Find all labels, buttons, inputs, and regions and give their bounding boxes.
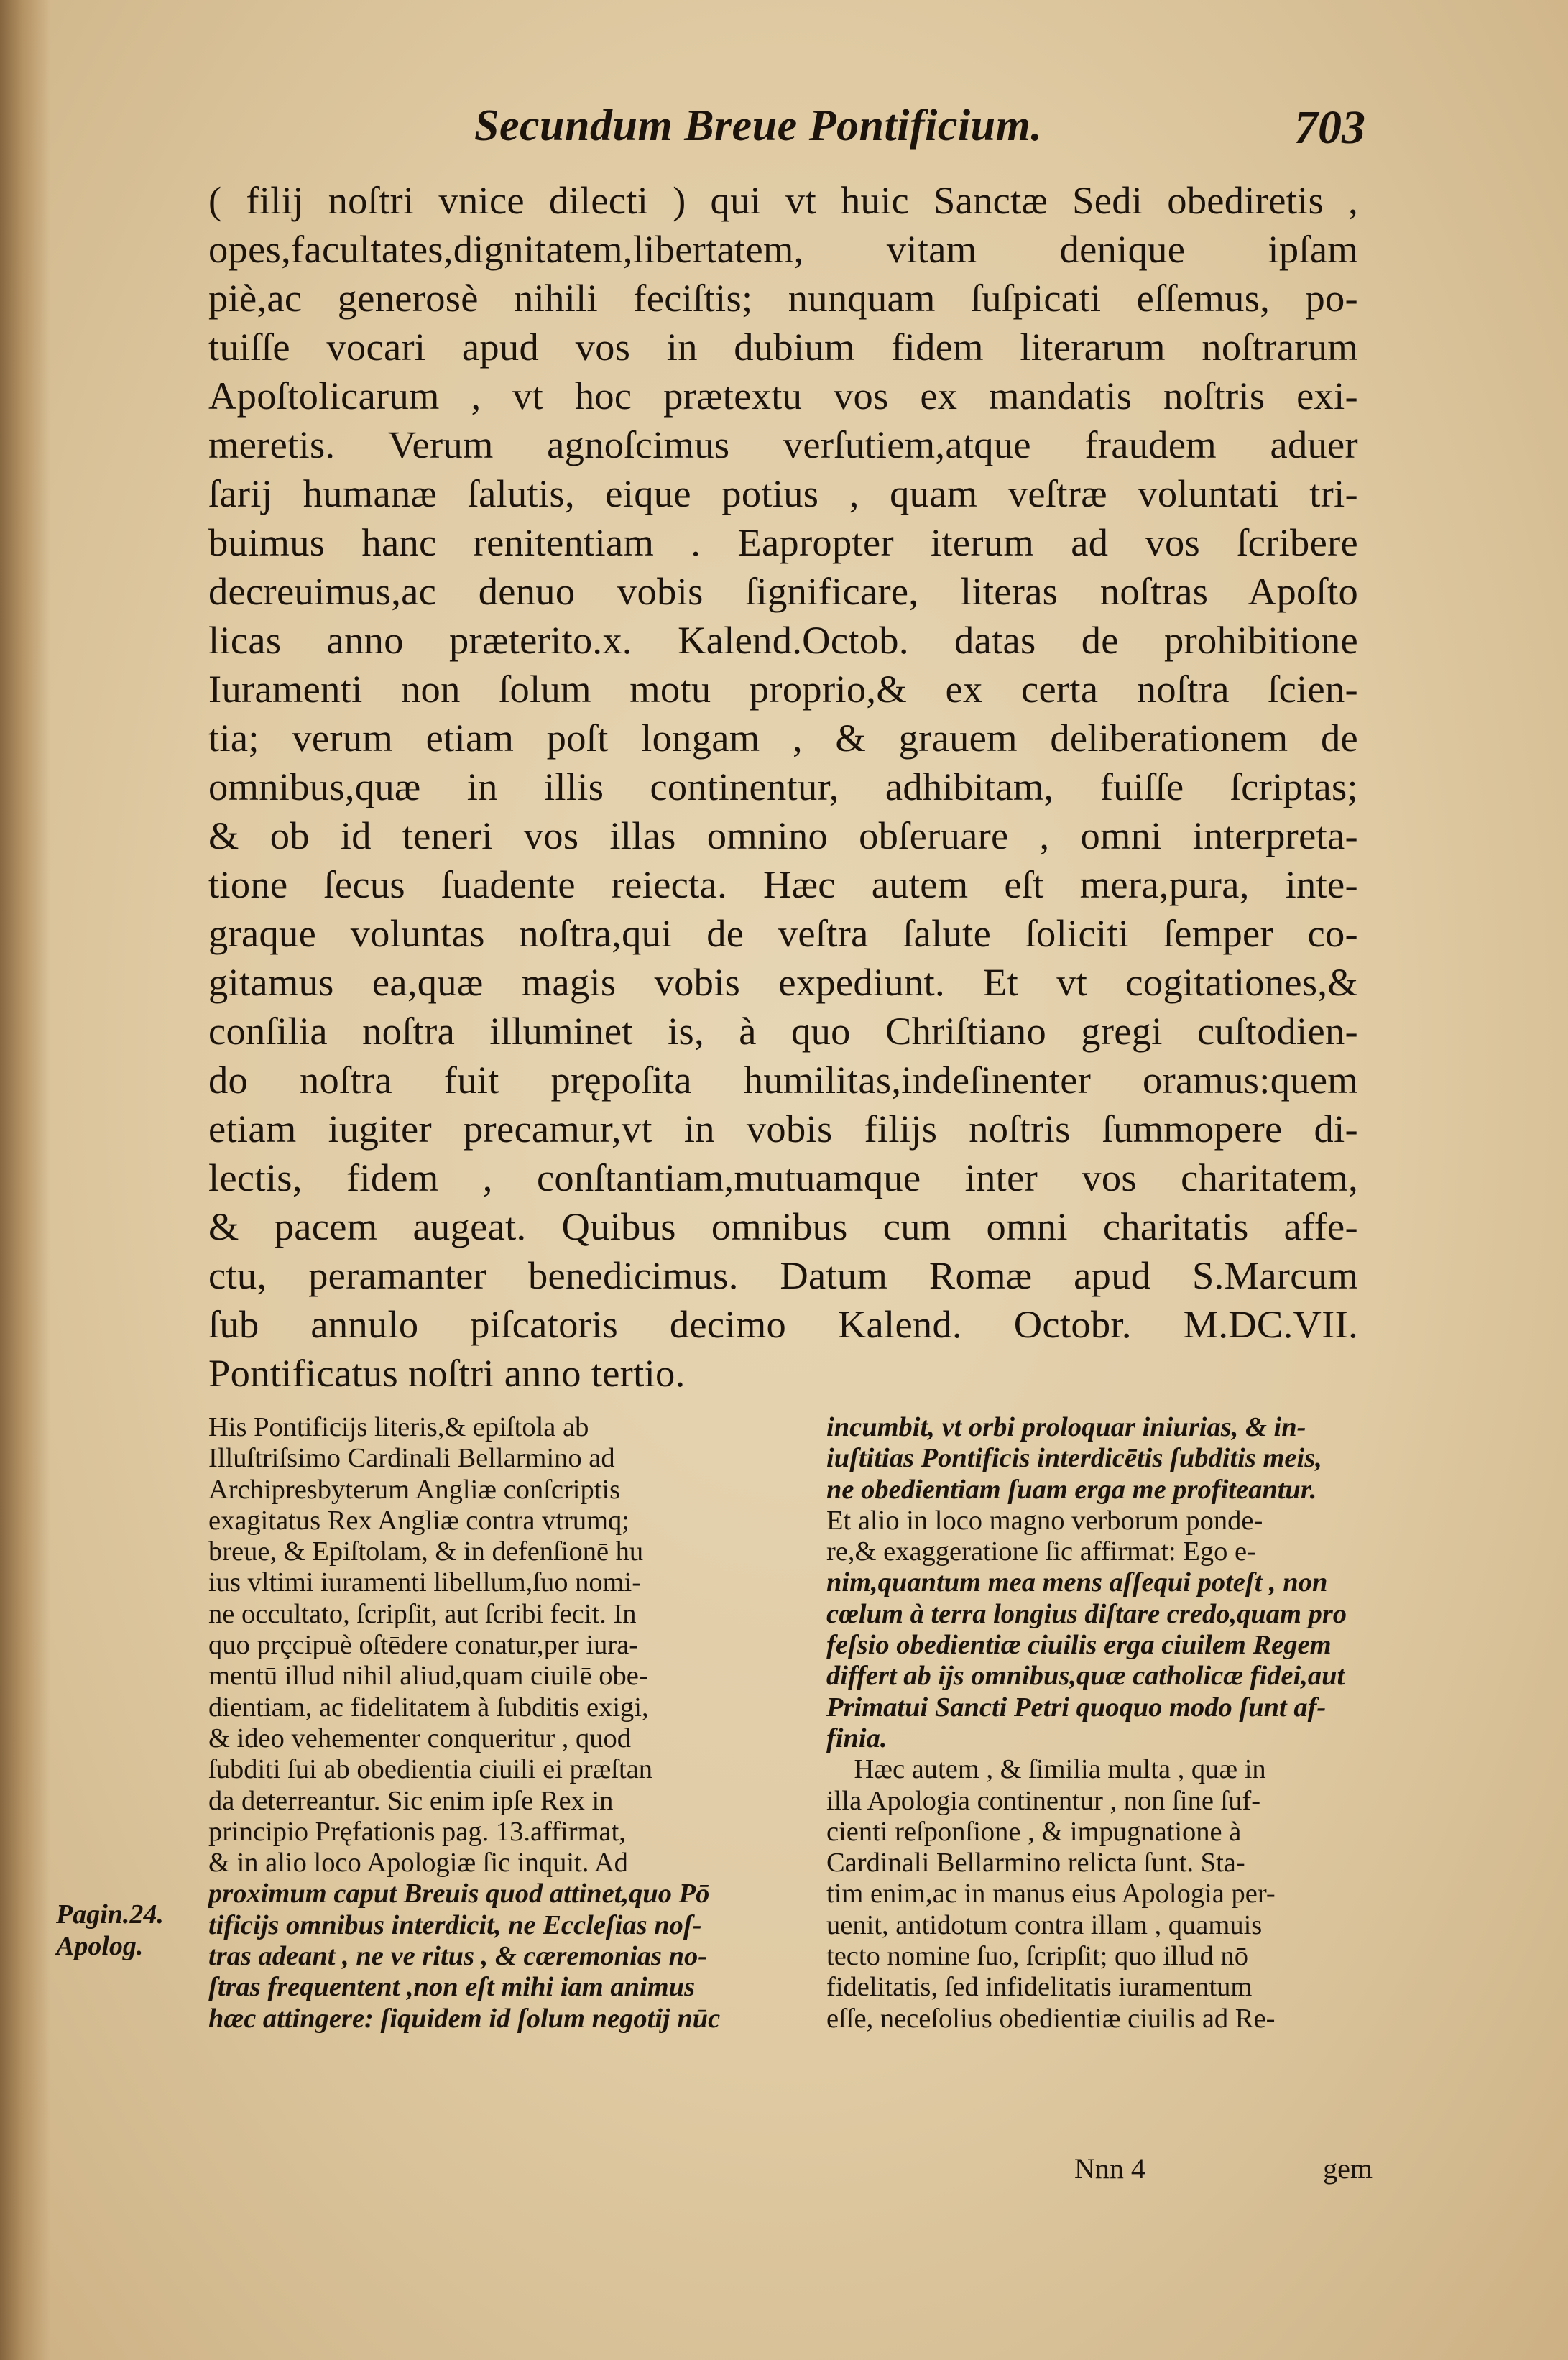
text-line: tia; verum etiam poſt longam , & grauem deliberationem de (208, 716, 1358, 760)
text-line: feſsio obedientiæ ciuilis erga ciuilem Regem (826, 1630, 1332, 1661)
text-line: re,& exaggeratione ſic affirmat: Ego e- (826, 1536, 1256, 1567)
text-line: tificijs omnibus interdicit, ne Eccleſias noſ- (208, 1909, 702, 1940)
text-line: omnibus,quæ in illis continentur, adhibitam, fuiſſe ſcriptas; (208, 765, 1358, 808)
text-line: tim enim,ac in manus eius Apologia per- (826, 1879, 1276, 1909)
text-line: da deterreantur. Sic enim ipſe Rex in (208, 1785, 614, 1816)
text-line: tuiſſe vocari apud vos in dubium fidem literarum noſtrarum (208, 325, 1358, 369)
text-line: Apoſtolicarum , vt hoc prætextu vos ex mandatis noſtris exi- (208, 374, 1358, 418)
text-line: piè,ac generosè nihili feciſtis; nunquam ſuſpicati eſſemus, po- (208, 276, 1358, 320)
text-line: ſubditi ſui ab obedientia ciuili ei præſtan (208, 1754, 653, 1785)
text-line: tras adeant , ne ve ritus , & cæremonias no- (208, 1941, 708, 1972)
text-line: eſſe, neceſolius obedientiæ ciuilis ad Re- (826, 2003, 1276, 2034)
text-line: principio Pręfationis pag. 13.affirmat, (208, 1816, 626, 1847)
text-line: cienti reſponſione , & impugnatione à (826, 1816, 1242, 1847)
text-line: lectis, fidem , conſtantiam,mutuamque inter vos charitatem, (208, 1156, 1358, 1199)
text-line: & ideo vehementer conqueritur , quod (208, 1723, 632, 1753)
text-line: His Pontificijs literis,& epiſtola ab (208, 1412, 589, 1442)
text-line: dientiam, ac fidelitatem à ſubditis exigi, (208, 1692, 649, 1723)
text-line: incumbit, vt orbi proloquar iniurias, & in- (826, 1412, 1306, 1442)
text-line: etiam iugiter precamur,vt in vobis filijs noſtris ſummopere di- (208, 1107, 1358, 1151)
signature-mark: Nnn 4 (1074, 2152, 1145, 2185)
text-line: breue, & Epiſtolam, & in defenſionē hu (208, 1536, 644, 1567)
text-line: uenit, antidotum contra illam , quamuis (826, 1909, 1263, 1940)
text-line: ne occultato, ſcripſit, aut ſcribi fecit. In (208, 1598, 637, 1629)
text-line: ctu, peramanter benedicimus. Datum Romæ apud S.Marcum (208, 1253, 1358, 1297)
running-title: Secundum Breue Pontificium. (474, 101, 1043, 150)
text-line: fidelitatis, ſed infidelitatis iuramentum (826, 1972, 1253, 2003)
text-line: decreuimus,ac denuo vobis ſignificare, literas noſtras Apoſto (208, 569, 1358, 613)
text-line: Iuramenti non ſolum motu proprio,& ex certa noſtra ſcien- (208, 667, 1358, 711)
margin-note (56, 1899, 164, 1962)
text-line: Hæc autem , & ſimilia multa , quæ in (826, 1754, 1266, 1785)
catchword: gem (1323, 2152, 1373, 2185)
text-line: gitamus ea,quæ magis vobis expediunt. Et vt cogitationes,& (208, 960, 1358, 1004)
margin-note-line: Pagin.24. (56, 1899, 164, 1930)
text-line: Primatui Sancti Petri quoquo modo ſunt af- (826, 1692, 1327, 1723)
text-line: mentū illud nihil aliud,quam ciuilē obe- (208, 1661, 648, 1692)
text-line: Archipresbyterum Angliæ conſcriptis (208, 1474, 621, 1505)
text-line: opes,facultates,dignitatem,libertatem, vitam denique ipſam (208, 227, 1358, 271)
text-line: graque voluntas noſtra,qui de veſtra ſalute ſoliciti ſemper co- (208, 911, 1358, 955)
text-line: licas anno præterito.x. Kalend.Octob. datas de prohibitione (208, 618, 1358, 662)
text-line: iuſtitias Pontificis interdicētis ſubditis meis, (826, 1443, 1322, 1474)
text-line: hæc attingere: ſiquidem id ſolum negotij nūc (208, 2003, 721, 2034)
text-line: illa Apologia continentur , non ſine ſuf- (826, 1785, 1261, 1816)
text-line: ( filij noſtri vnice dilecti ) qui vt huic Sanctæ Sedi obediretis , (208, 178, 1358, 222)
text-line: & in alio loco Apologiæ ſic inquit. Ad (208, 1848, 628, 1879)
text-line: ius vltimi iuramenti libellum,ſuo nomi- (208, 1567, 642, 1598)
text-line: ſub annulo piſcatoris decimo Kalend. Octobr. M.DC.VII. (208, 1302, 1358, 1346)
left-column (208, 1412, 755, 2034)
text-line: Cardinali Bellarmino relicta ſunt. Sta- (826, 1848, 1245, 1879)
page-edge-shadow (0, 0, 50, 2360)
text-line: Illuſtriſsimo Cardinali Bellarmino ad (208, 1443, 615, 1474)
text-line: ne obedientiam ſuam erga me profiteantur. (826, 1474, 1317, 1505)
text-line: meretis. Verum agnoſcimus verſutiem,atque fraudem aduer (208, 423, 1358, 466)
text-line: nim,quantum mea mens aſſequi poteſt , non (826, 1567, 1328, 1598)
text-line: Et alio in loco magno verborum ponde- (826, 1505, 1263, 1536)
text-line: tione ſecus ſuadente reiecta. Hæc autem eſt mera,pura, inte- (208, 862, 1358, 906)
text-line: conſilia noſtra illuminet is, à quo Chriſtiano gregi cuſtodien- (208, 1009, 1358, 1053)
margin-note-line: Apolog. (56, 1931, 144, 1961)
page-header (474, 101, 1365, 165)
text-line: proximum caput Breuis quod attinet,quo Pō (208, 1879, 710, 1909)
text-line: ſarij humanæ ſalutis, eique potius , quam veſtræ voluntati tri- (208, 471, 1358, 515)
page-number: 703 (1294, 101, 1365, 154)
text-line: cœlum à terra longius diſtare credo,quam pro (826, 1598, 1347, 1629)
text-line: & pacem augeat. Quibus omnibus cum omni charitatis affe- (208, 1204, 1358, 1248)
text-line: Pontificatus noſtri anno tertio. (208, 1351, 686, 1395)
text-line: do noſtra fuit prępoſita humilitas,indeſinenter oramus:quem (208, 1058, 1358, 1102)
text-line: ſtras frequentent ,non eſt mihi iam animus (208, 1972, 696, 2003)
text-line: differt ab ijs omnibus,quæ catholicæ fidei,aut (826, 1661, 1345, 1692)
main-text-block (208, 176, 1358, 1398)
text-line: exagitatus Rex Angliæ contra vtrumq; (208, 1505, 629, 1536)
right-column (826, 1412, 1373, 2034)
text-line: buimus hanc renitentiam . Eapropter iterum ad vos ſcribere (208, 520, 1358, 564)
text-line: finia. (826, 1723, 887, 1753)
page-footer (826, 2152, 1373, 2186)
text-line: tecto nomine ſuo, ſcripſit; quo illud nō (826, 1941, 1249, 1972)
text-line: quo prçcipuè oſtēdere conatur,per iura- (208, 1630, 639, 1661)
text-line: & ob id teneri vos illas omnino obſeruare , omni interpreta- (208, 813, 1358, 857)
